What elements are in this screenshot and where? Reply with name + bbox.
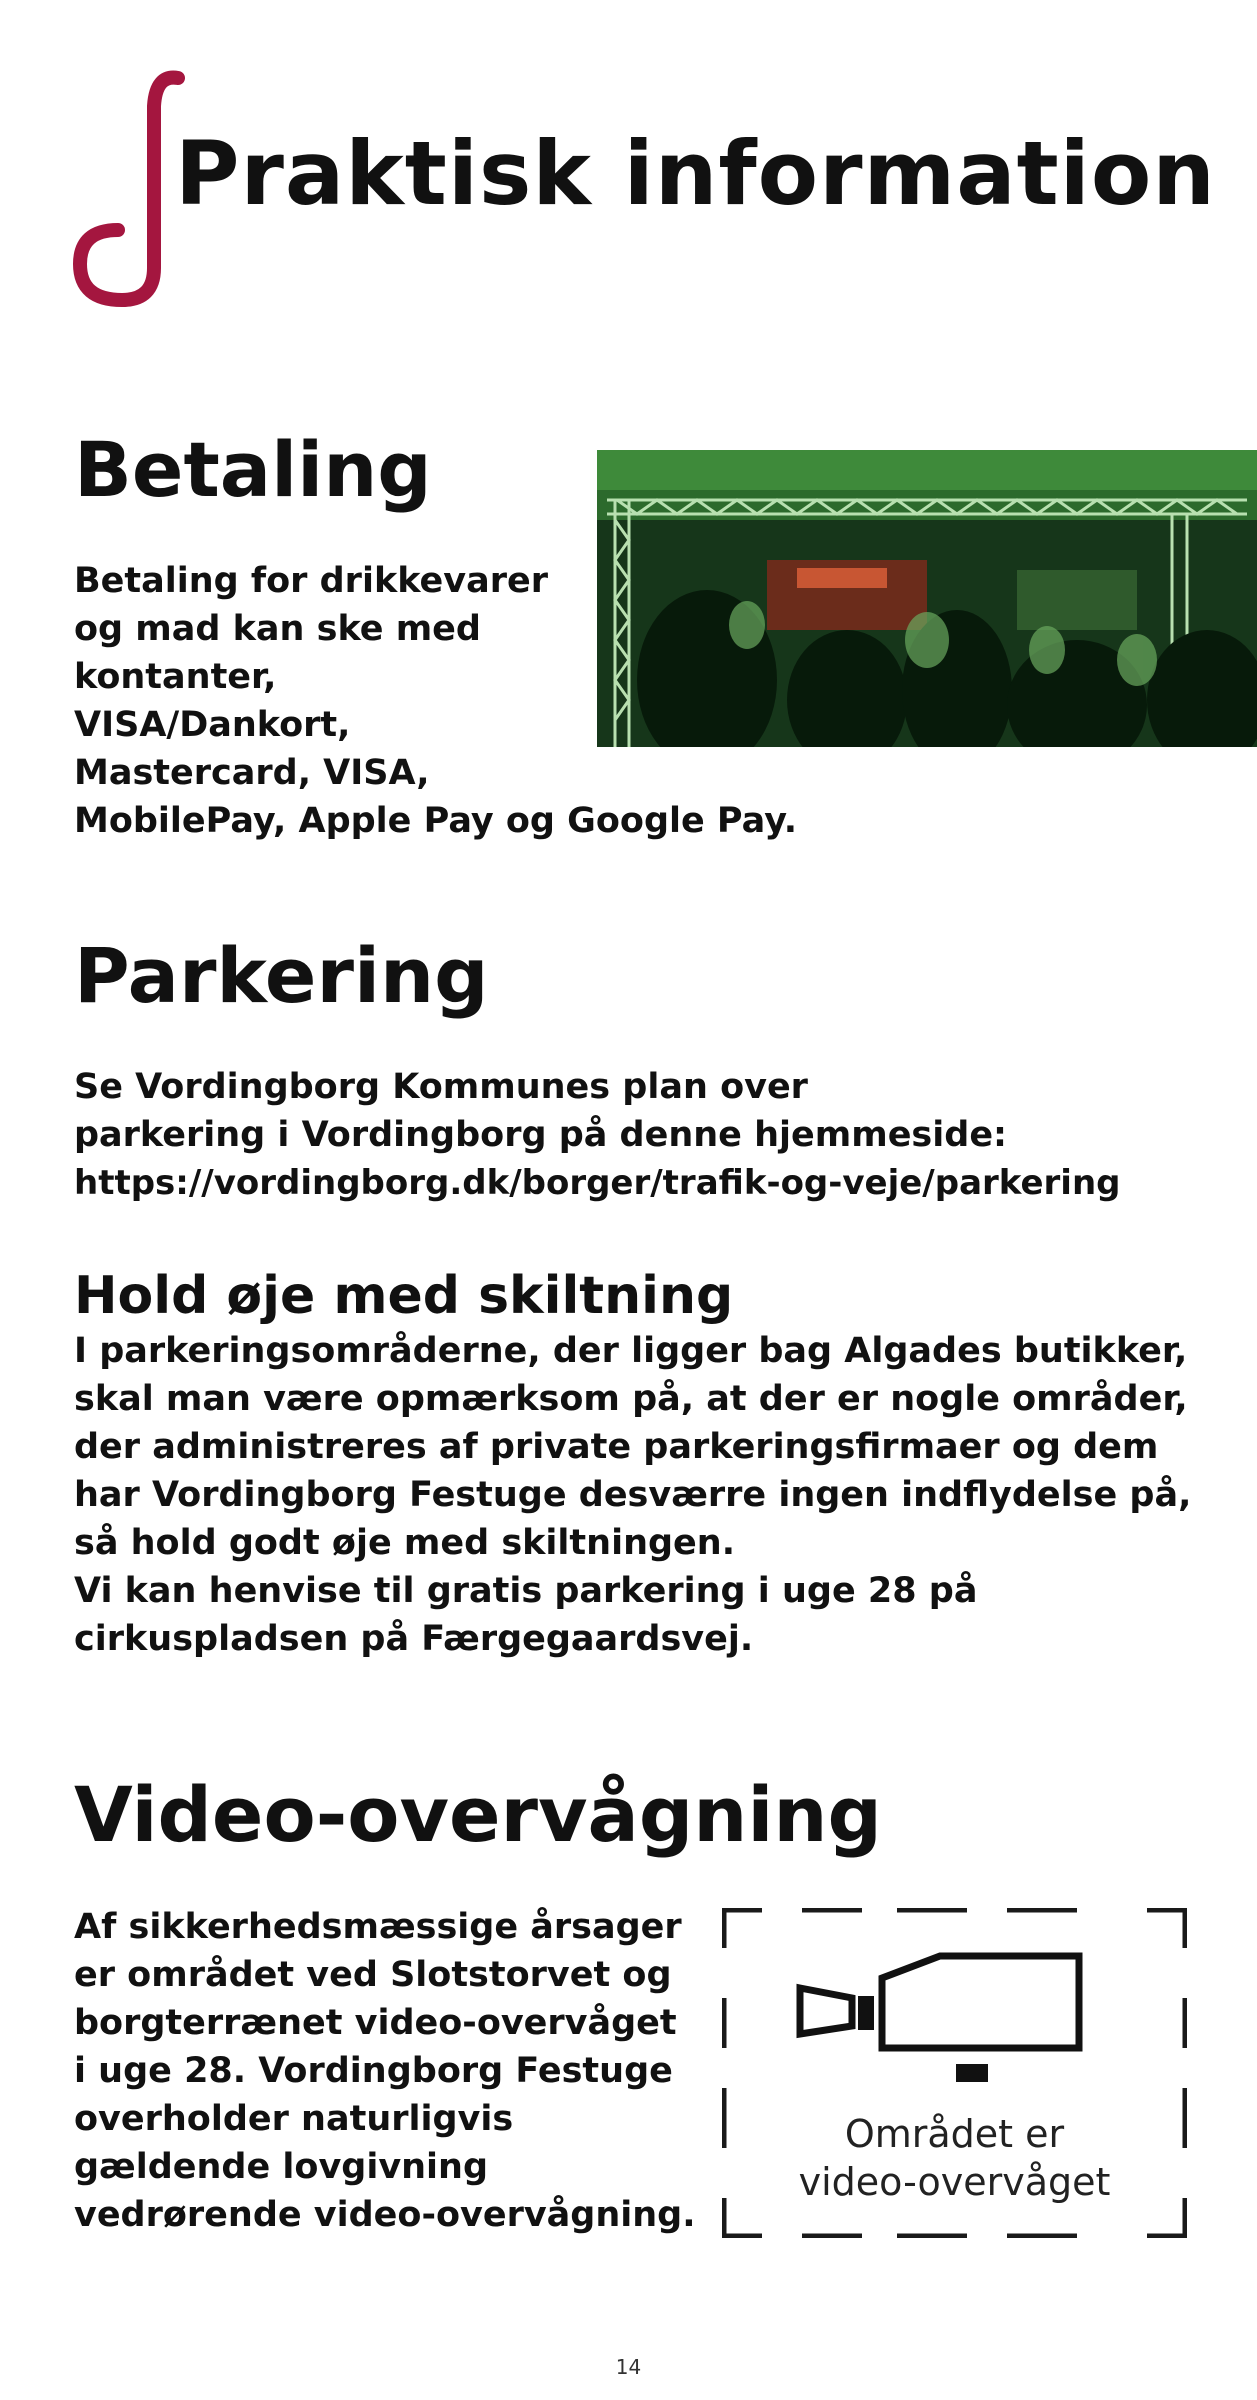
sign-caption-line: video-overvåget <box>798 2160 1111 2204</box>
skiltning-line: der administreres af private parkeringsfirmaer og dem <box>74 1427 1159 1467</box>
video-line: i uge 28. Vordingborg Festuge <box>74 2051 673 2091</box>
video-line: borgterrænet video-overvåget <box>74 2003 677 2043</box>
video-line: gældende lovgivning <box>74 2147 489 2187</box>
skiltning-line: cirkuspladsen på Færgegaardsvej. <box>74 1619 754 1659</box>
parkering-line: parkering i Vordingborg på denne hjemmeside: <box>74 1115 1008 1155</box>
betaling-line: kontanter, <box>74 657 277 697</box>
page-number: 14 <box>615 2355 642 2379</box>
betaling-line: Betaling for drikkevarer <box>74 561 548 601</box>
skiltning-line: Vi kan henvise til gratis parkering i uge 28 på <box>74 1571 978 1611</box>
skiltning-line: I parkeringsområderne, der ligger bag Algades butikker, <box>74 1331 1188 1371</box>
betaling-heading: Betaling <box>74 425 432 514</box>
skiltning-line: har Vordingborg Festuge desværre ingen indflydelse på, <box>74 1475 1192 1515</box>
video-line: er området ved Slotstorvet og <box>74 1955 672 1995</box>
video-text <box>74 1903 696 2239</box>
betaling-line: og mad kan ske med <box>74 609 481 649</box>
parkering-line: Se Vordingborg Kommunes plan over <box>74 1067 808 1107</box>
skiltning-line: skal man være opmærksom på, at der er nogle områder, <box>74 1379 1188 1419</box>
betaling-line: Mastercard, VISA, <box>74 753 430 793</box>
title-accent-mark <box>70 68 190 308</box>
parkering-text <box>74 1063 1121 1207</box>
page-title: Praktisk information <box>175 122 1216 225</box>
accent-hook-stroke <box>80 78 178 300</box>
video-line: vedrørende video-overvågning. <box>74 2195 696 2235</box>
video-heading: Video-overvågning <box>74 1770 882 1859</box>
betaling-text <box>74 557 797 845</box>
sign-caption-line: Området er <box>844 2112 1065 2156</box>
betaling-line: MobilePay, Apple Pay og Google Pay. <box>74 801 798 841</box>
skiltning-text <box>74 1327 1191 1663</box>
betaling-line: VISA/Dankort, <box>74 705 351 745</box>
skiltning-heading: Hold øje med skiltning <box>74 1266 734 1326</box>
parkering-heading: Parkering <box>74 931 489 1020</box>
surveillance-camera-icon <box>800 1956 1079 2082</box>
video-line: overholder naturligvis <box>74 2099 514 2139</box>
parkering-url-link[interactable]: https://vordingborg.dk/borger/trafik-og-veje/parkering <box>74 1163 1121 1203</box>
video-line: Af sikkerhedsmæssige årsager <box>74 1907 682 1947</box>
video-surveillance-sign <box>722 1908 1187 2238</box>
skiltning-line: så hold godt øje med skiltningen. <box>74 1523 735 1563</box>
